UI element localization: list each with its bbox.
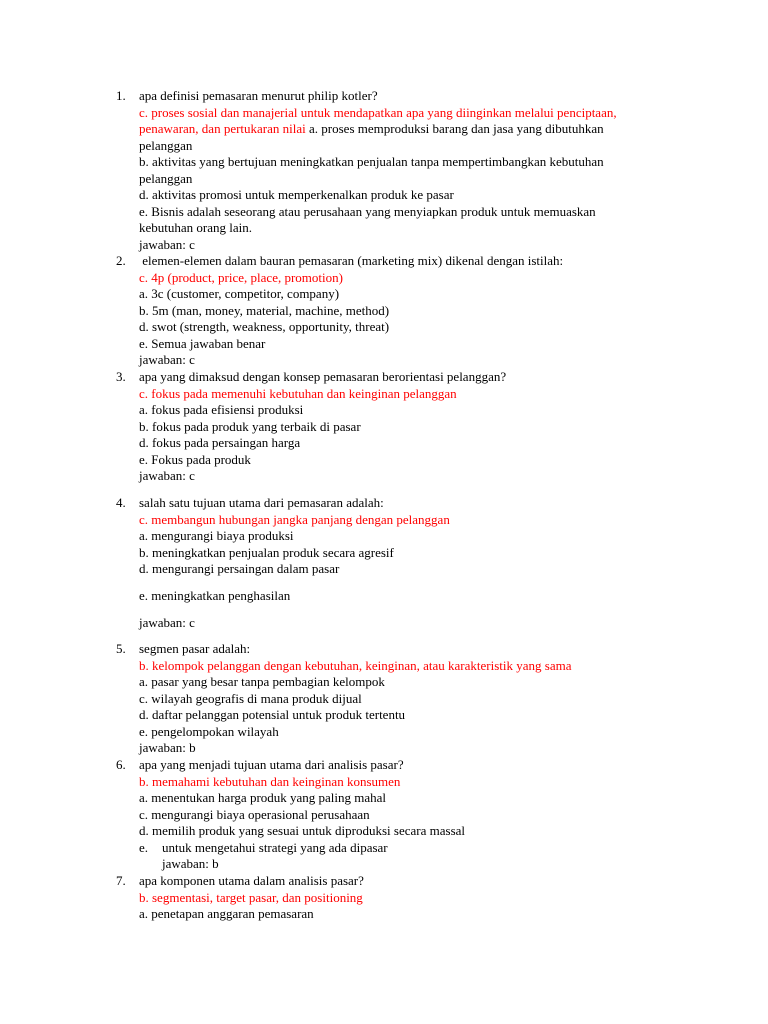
option-e: untuk mengetahui strategi yang ada dipasar bbox=[162, 839, 388, 855]
option-e: e. Bisnis adalah seseorang atau perusahaan yang menyiapkan produk untuk memuaskan bbox=[139, 203, 596, 219]
option-a: a. fokus pada efisiensi produksi bbox=[139, 402, 304, 417]
answer-key: jawaban: c bbox=[139, 352, 195, 367]
option-a-cont: pelanggan bbox=[139, 137, 193, 153]
option-a: a. proses memproduksi barang dan jasa yang dibutuhkan bbox=[309, 121, 604, 136]
option-e: e. Semua jawaban benar bbox=[139, 335, 266, 351]
option-a: a. pasar yang besar tanpa pembagian kelompok bbox=[139, 674, 385, 689]
answer-key: jawaban: c bbox=[139, 236, 195, 252]
question-text: apa definisi pemasaran menurut philip kotler? bbox=[139, 88, 378, 103]
question-text: salah satu tujuan utama dari pemasaran adalah: bbox=[139, 495, 384, 510]
correct-answer: c. membangun hubungan jangka panjang dengan pelanggan bbox=[139, 511, 450, 527]
correct-answer: c. proses sosial dan manajerial untuk mendapatkan apa yang diinginkan melalui penciptaan, bbox=[139, 104, 617, 120]
question-number: 3. bbox=[116, 369, 126, 384]
answer-key: jawaban: b bbox=[139, 740, 196, 755]
question-text: apa komponen utama dalam analisis pasar? bbox=[139, 873, 364, 888]
question-text: elemen-elemen dalam bauran pemasaran (marketing mix) dikenal dengan istilah: bbox=[139, 253, 564, 268]
question-number: 5. bbox=[116, 641, 126, 656]
option-b: b. aktivitas yang bertujuan meningkatkan penjualan tanpa mempertimbangkan kebutuhan bbox=[139, 154, 604, 169]
question-number: 7. bbox=[116, 873, 126, 888]
question-text: segmen pasar adalah: bbox=[139, 641, 251, 656]
option-d: d. mengurangi persaingan dalam pasar bbox=[139, 561, 340, 576]
correct-answer: b. segmentasi, target pasar, dan positioning bbox=[139, 889, 363, 905]
option-c: c. mengurangi biaya operasional perusahaan bbox=[139, 806, 370, 822]
option-b: b. meningkatkan penjualan produk secara agresif bbox=[139, 544, 394, 560]
option-e: e. Fokus pada produk bbox=[139, 451, 251, 467]
option-e-cont: kebutuhan orang lain. bbox=[139, 220, 252, 235]
question-text: apa yang dimaksud dengan konsep pemasaran berorientasi pelanggan? bbox=[139, 369, 507, 384]
question-number: 1. bbox=[116, 88, 126, 103]
option-a: a. 3c (customer, competitor, company) bbox=[139, 286, 340, 301]
question-text: apa yang menjadi tujuan utama dari analisis pasar? bbox=[139, 757, 404, 772]
option-b: b. fokus pada produk yang terbaik di pasar bbox=[139, 418, 361, 434]
option-d: d. aktivitas promosi untuk memperkenalkan produk ke pasar bbox=[139, 187, 454, 202]
question-number: 2. bbox=[116, 253, 126, 268]
option-a: a. penetapan anggaran pemasaran bbox=[139, 906, 314, 921]
option-e: e. meningkatkan penghasilan bbox=[139, 588, 291, 603]
answer-key: jawaban: c bbox=[139, 468, 195, 483]
answer-key: jawaban: b bbox=[162, 856, 219, 871]
question-number: 4. bbox=[116, 495, 126, 510]
option-e-label: e. bbox=[139, 839, 149, 855]
correct-answer: c. fokus pada memenuhi kebutuhan dan keinginan pelanggan bbox=[139, 385, 457, 401]
option-d: d. daftar pelanggan potensial untuk produk tertentu bbox=[139, 707, 406, 722]
correct-answer: b. memahami kebutuhan dan keinginan konsumen bbox=[139, 773, 401, 789]
option-c: c. wilayah geografis di mana produk dijual bbox=[139, 690, 362, 706]
option-b: b. 5m (man, money, material, machine, method) bbox=[139, 302, 390, 318]
option-e: e. pengelompokan wilayah bbox=[139, 723, 279, 739]
option-a: a. menentukan harga produk yang paling mahal bbox=[139, 790, 387, 805]
question-number: 6. bbox=[116, 757, 126, 772]
option-b-cont: pelanggan bbox=[139, 170, 193, 186]
answer-key: jawaban: c bbox=[139, 615, 195, 630]
option-a: a. mengurangi biaya produksi bbox=[139, 528, 294, 543]
correct-answer-cont: penawaran, dan pertukaran nilai bbox=[139, 121, 306, 136]
option-d: d. fokus pada persaingan harga bbox=[139, 435, 301, 450]
option-d: d. swot (strength, weakness, opportunity, threat) bbox=[139, 319, 390, 334]
correct-answer: b. kelompok pelanggan dengan kebutuhan, keinginan, atau karakteristik yang sama bbox=[139, 657, 572, 673]
answer-line bbox=[139, 121, 604, 137]
option-d: d. memilih produk yang sesuai untuk diproduksi secara massal bbox=[139, 823, 466, 838]
correct-answer: c. 4p (product, price, place, promotion) bbox=[139, 269, 343, 285]
